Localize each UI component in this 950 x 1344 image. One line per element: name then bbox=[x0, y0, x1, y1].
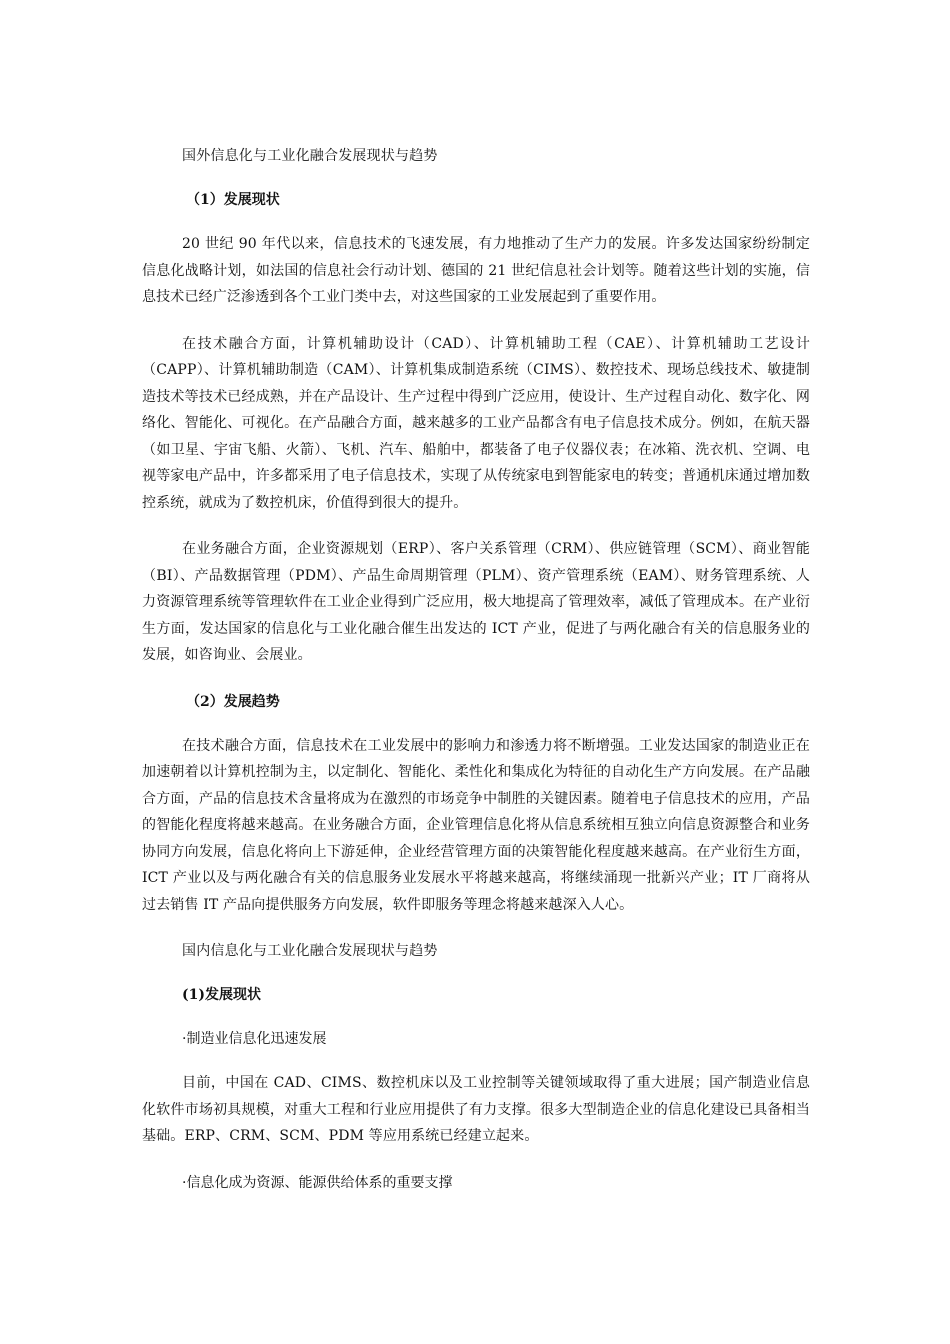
document-body bbox=[142, 143, 810, 1214]
paragraph-intro: 20 世纪 90 年代以来，信息技术的飞速发展，有力地推动了生产力的发展。许多发达国家纷纷制定信息化战略计划，如法国的信息社会行动计划、德国的 21 世纪信息社会计划等。随着这些计划的实施，信息技术已经广泛渗透到各个工业门类中去，对这些国家的工业发展起到了重要作用。 bbox=[142, 236, 810, 305]
subheading-domestic-status bbox=[142, 982, 810, 1008]
bullet-energy-support: ·信息化成为资源、能源供给体系的重要支撑 bbox=[182, 1174, 453, 1191]
subheading-status-text: （1）发展现状 bbox=[186, 192, 280, 208]
bullet-manufacturing: ·制造业信息化迅速发展 bbox=[182, 1031, 327, 1047]
paragraph-domestic-progress: 目前，中国在 CAD、CIMS、数控机床以及工业控制等关键领域取得了重大进展；国产制造业信息化软件市场初具规模，对重大工程和行业应用提供了有力支撑。很多大型制造企业的信息化建设已具备相当基础。ERP、CRM、SCM、PDM 等应用系统已经建立起来。 bbox=[142, 1075, 810, 1144]
section-title-domestic: 国内信息化与工业化融合发展现状与趋势 bbox=[182, 943, 438, 959]
subheading-trend bbox=[142, 689, 810, 715]
subheading-trend-text: （2）发展趋势 bbox=[186, 693, 280, 710]
subheading-domestic-status-text: (1)发展现状 bbox=[182, 987, 261, 1003]
paragraph-tech-fusion: 在技术融合方面，计算机辅助设计（CAD）、计算机辅助工程（CAE）、计算机辅助工艺设计（CAPP）、计算机辅助制造（CAM）、计算机集成制造系统（CIMS）、数控技术、现场总线技术、敏捷制造技术等技术已经成熟，并在产品设计、生产过程中得到广泛应用，使设计、生产过程自动化、数字化、网络化、智能化、可视化。在产品融合方面，越来越多的工业产品都含有电子信息技术成分。例如，在航天器（如卫星、宇宙飞船、火箭）、飞机、汽车、船舶中，都装备了电子仪器仪表；在冰箱、洗衣机、空调、电视等家电产品中，许多都采用了电子信息技术，实现了从传统家电到智能家电的转变；普通机床通过增加数控系统，就成为了数控机床，价值得到很大的提升。 bbox=[142, 335, 810, 511]
section-title-foreign: 国外信息化与工业化融合发展现状与趋势 bbox=[182, 148, 438, 164]
paragraph-business-fusion: 在业务融合方面，企业资源规划（ERP）、客户关系管理（CRM）、供应链管理（SCM）、商业智能（BI）、产品数据管理（PDM）、产品生命周期管理（PLM）、资产管理系统（EAM）、财务管理系统、人力资源管理系统等管理软件在工业企业得到广泛应用，极大地提高了管理效率，减低了管理成本。在产业衍生方面，发达国家的信息化与工业化融合催生出发达的 ICT 产业，促进了与两化融合有关的信息服务业的发展，如咨询业、会展业。 bbox=[142, 541, 810, 663]
paragraph-trend: 在技术融合方面，信息技术在工业发展中的影响力和渗透力将不断增强。工业发达国家的制造业正在加速朝着以计算机控制为主，以定制化、智能化、柔性化和集成化为特征的自动化生产方向发展。在产品融合方面，产品的信息技术含量将成为在激烈的市场竞争中制胜的关键因素。随着电子信息技术的应用，产品的智能化程度将越来越高。在业务融合方面，企业管理信息化将从信息系统相互独立向信息资源整合和业务协同方向发展，信息化将向上下游延伸，企业经营管理方面的决策智能化程度越来越高。在产业衍生方面，ICT 产业以及与两化融合有关的信息服务业发展水平将越来越高，将继续涌现一批新兴产业；IT 厂商将从过去销售 IT 产品向提供服务方向发展，软件即服务等理念将越来越深入人心。 bbox=[142, 737, 810, 913]
subheading-status bbox=[142, 187, 810, 213]
